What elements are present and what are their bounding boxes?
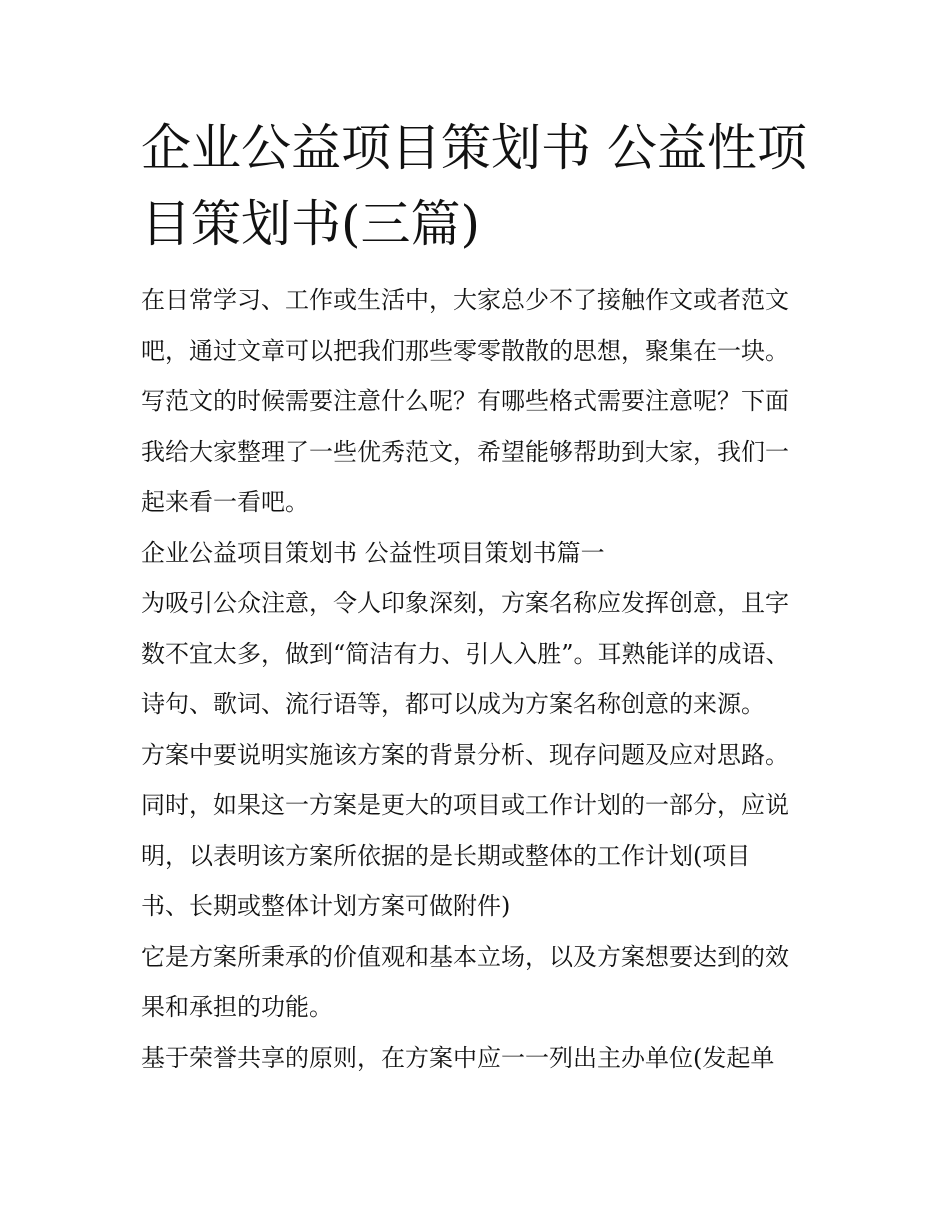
section-heading: 企业公益项目策划书 公益性项目策划书篇一: [141, 539, 605, 567]
paragraph-line: 方案中要说明实施该方案的背景分析、现存问题及应对思路。: [141, 741, 789, 769]
paragraph-line: 写范文的时候需要注意什么呢？有哪些格式需要注意呢？下面: [141, 387, 789, 415]
paragraph-line: 吧，通过文章可以把我们那些零零散散的思想，聚集在一块。: [141, 337, 789, 365]
paragraph-line: 同时，如果这一方案是更大的项目或工作计划的一部分，应说: [141, 791, 789, 819]
paragraph-line: 基于荣誉共享的原则，在方案中应一一列出主办单位(发起单: [141, 1044, 775, 1072]
paragraph-line: 明，以表明该方案所依据的是长期或整体的工作计划(项目: [141, 842, 751, 870]
paragraph-line: 为吸引公众注意，令人印象深刻，方案名称应发挥创意，且字: [141, 589, 789, 617]
paragraph-line: 它是方案所秉承的价值观和基本立场，以及方案想要达到的效: [141, 943, 789, 971]
paragraph-line: 诗句、歌词、流行语等，都可以成为方案名称创意的来源。: [141, 690, 765, 718]
paragraph-line: 起来看一看吧。: [141, 488, 309, 516]
paragraph-line: 我给大家整理了一些优秀范文，希望能够帮助到大家，我们一: [141, 438, 789, 466]
paragraph-line: 在日常学习、工作或生活中，大家总少不了接触作文或者范文: [141, 286, 789, 314]
document-title: 企业公益项目策划书 公益性项目策划书(三篇): [141, 119, 807, 253]
paragraph-line: 书、长期或整体计划方案可做附件): [141, 892, 511, 920]
paragraph-line: 果和承担的功能。: [141, 993, 333, 1021]
paragraph-line: 数不宜太多，做到“简洁有力、引人入胜”。耳熟能详的成语、: [141, 640, 790, 668]
